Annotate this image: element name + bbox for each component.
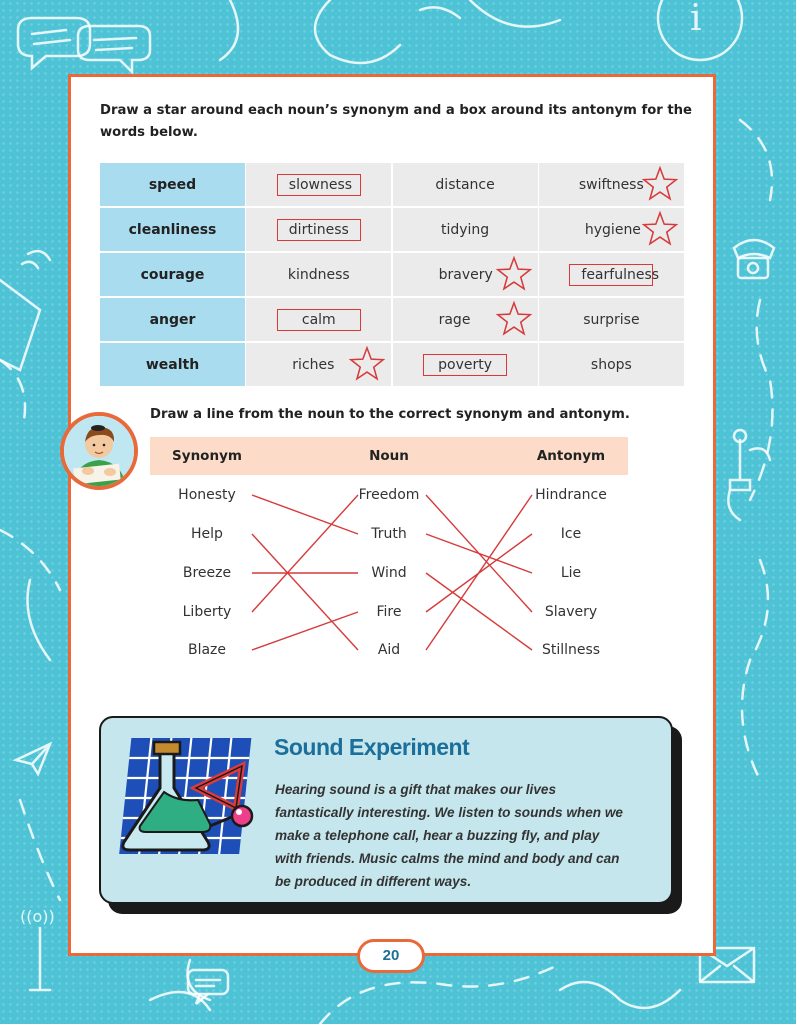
table-option-cell[interactable] [393, 208, 538, 251]
boy-writing-avatar [60, 412, 138, 490]
boy-writing-icon [64, 416, 134, 486]
synonym-header: Synonym [172, 448, 242, 464]
noun-word[interactable]: Fire [376, 604, 402, 620]
table-option: distance [435, 176, 495, 193]
fact-box-line: be produced in different ways. [275, 874, 472, 889]
synonym-word[interactable]: Help [191, 526, 223, 542]
table-option-cell[interactable] [246, 343, 391, 386]
table-noun: anger [149, 311, 196, 328]
table-option-cell[interactable] [246, 253, 391, 296]
table-option: shops [590, 356, 632, 373]
table-option-cell[interactable] [539, 298, 684, 341]
synonym-antonym-table [100, 163, 684, 389]
noun-word[interactable]: Aid [377, 642, 401, 658]
table-noun: wealth [145, 356, 200, 373]
boxed-antonym: poverty [423, 354, 507, 376]
starred-synonym: bravery [438, 266, 493, 283]
table-option-cell[interactable] [246, 163, 391, 206]
boxed-antonym: fearfulness [569, 264, 653, 286]
table-option: surprise [583, 311, 640, 328]
table-noun-cell [100, 163, 245, 206]
telephone-candlestick-icon [728, 430, 770, 520]
star-mark [348, 345, 386, 383]
star-mark [495, 255, 533, 293]
table-option-cell[interactable] [393, 253, 538, 296]
boxed-antonym: dirtiness [277, 219, 361, 241]
fact-box-line: fantastically interesting. We listen to sounds when we [275, 805, 623, 820]
page-number: 20 [357, 939, 425, 973]
table-noun-cell [100, 208, 245, 251]
svg-text:i: i [690, 0, 702, 39]
instruction-matching: Draw a line from the noun to the correct synonym and antonym. [150, 407, 630, 422]
info-bulb-icon [658, 0, 742, 60]
antonym-word[interactable]: Stillness [541, 642, 601, 658]
svg-text:((o)): ((o)) [20, 907, 55, 926]
starred-synonym: rage [438, 311, 471, 328]
matching-header [150, 437, 628, 475]
table-noun: cleanliness [128, 221, 217, 238]
starred-synonym: riches [292, 356, 335, 373]
antonym-word[interactable]: Ice [560, 526, 582, 542]
speech-bubbles-icon [18, 18, 150, 72]
synonym-word[interactable]: Blaze [187, 642, 227, 658]
table-option-cell[interactable] [539, 163, 684, 206]
instruction-line: words below. [100, 125, 198, 140]
megaphone-icon [0, 251, 50, 370]
starred-synonym: swiftness [578, 176, 644, 193]
table-option-cell[interactable] [393, 343, 538, 386]
noun-word[interactable]: Truth [371, 526, 407, 542]
star-mark [495, 300, 533, 338]
antonym-word[interactable]: Slavery [544, 604, 598, 620]
synonym-word[interactable]: Liberty [182, 604, 232, 620]
fact-box-title: Sound Experiment [274, 734, 470, 760]
noun-word[interactable]: Freedom [358, 487, 420, 503]
synonym-word[interactable]: Breeze [182, 565, 232, 581]
table-option-cell[interactable] [246, 298, 391, 341]
star-mark [641, 165, 679, 203]
table-option-cell[interactable] [393, 298, 538, 341]
table-option-cell[interactable] [393, 163, 538, 206]
antonym-header: Antonym [536, 448, 606, 464]
antenna-icon [20, 907, 55, 990]
table-option: kindness [287, 266, 350, 283]
table-option-cell[interactable] [539, 208, 684, 251]
table-option-cell[interactable] [539, 253, 684, 296]
table-noun-cell [100, 253, 245, 296]
table-option-cell[interactable] [246, 208, 391, 251]
telephone-icon [734, 240, 774, 278]
table-noun-cell [100, 343, 245, 386]
flask-icon [118, 732, 260, 862]
noun-header: Noun [369, 448, 409, 464]
table-noun: speed [148, 176, 197, 193]
fact-box-line: Hearing sound is a gift that makes our lives [275, 782, 557, 797]
boxed-antonym: slowness [277, 174, 361, 196]
paper-plane-icon [16, 744, 50, 774]
instruction-star-box [100, 100, 692, 144]
table-noun-cell [100, 298, 245, 341]
synonym-word[interactable]: Honesty [178, 487, 236, 503]
table-option: tidying [440, 221, 490, 238]
fact-box-line: with friends. Music calms the mind and body and can [275, 851, 620, 866]
noun-word[interactable]: Wind [371, 565, 407, 581]
starred-synonym: hygiene [584, 221, 641, 238]
instruction-line: Draw a star around each noun’s synonym and a box around its antonym for the [100, 103, 692, 118]
table-noun: courage [140, 266, 205, 283]
star-mark [641, 210, 679, 248]
fact-box-body [275, 778, 655, 893]
fact-box-line: make a telephone call, hear a buzzing fly, and play [275, 828, 600, 843]
antonym-word[interactable]: Lie [560, 565, 582, 581]
table-option-cell[interactable] [539, 343, 684, 386]
antonym-word[interactable]: Hindrance [535, 487, 607, 503]
boxed-antonym: calm [277, 309, 361, 331]
